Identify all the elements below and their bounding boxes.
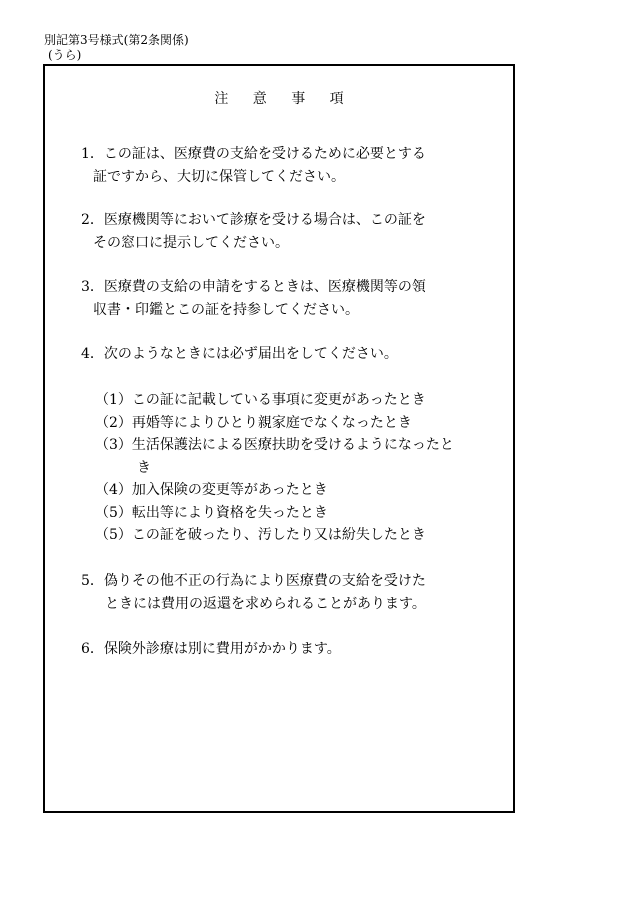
note-4-line-1: 4．次のようなときには必ず届出をしてください。 — [81, 346, 398, 362]
note-1-line-1: 1．この証は、医療費の支給を受けるために必要とする — [81, 146, 426, 162]
note-6-line-1: 6．保険外診療は別に費用がかかります。 — [81, 641, 341, 657]
note-2-line-2: その窓口に提示してください。 — [93, 235, 289, 251]
subitem-1: （1）この証に記載している事項に変更があったとき — [95, 392, 426, 408]
subitem-5: （5）転出等により資格を失ったとき — [95, 505, 328, 521]
subitem-6: （5）この証を破ったり、汚したり又は紛失したとき — [95, 527, 426, 543]
note-3-line-2: 収書・印鑑とこの証を持参してください。 — [93, 302, 359, 318]
note-3-line-1: 3．医療費の支給の申請をするときは、医療機関等の領 — [81, 279, 426, 295]
subitem-4: （4）加入保険の変更等があったとき — [95, 482, 328, 498]
notice-title: 注 意 事 項 — [214, 91, 354, 107]
note-5-line-1: 5．偽りその他不正の行為により医療費の支給を受けた — [81, 573, 426, 589]
reverse-side-label: (うら) — [48, 48, 82, 62]
note-5-line-2: ときには費用の返還を求められることがあります。 — [105, 596, 426, 612]
subitem-2: （2）再婚等によりひとり親家庭でなくなったとき — [95, 415, 412, 431]
notice-frame — [43, 64, 515, 813]
note-1-line-2: 証ですから、大切に保管してください。 — [93, 169, 345, 185]
subitem-3: （3）生活保護法による医療扶助を受けるようになったと — [95, 437, 454, 453]
note-2-line-1: 2．医療機関等において診療を受ける場合は、この証を — [81, 212, 426, 228]
subitem-3-continuation: き — [137, 460, 151, 476]
form-code-label: 別記第3号様式(第2条関係) — [44, 33, 189, 47]
